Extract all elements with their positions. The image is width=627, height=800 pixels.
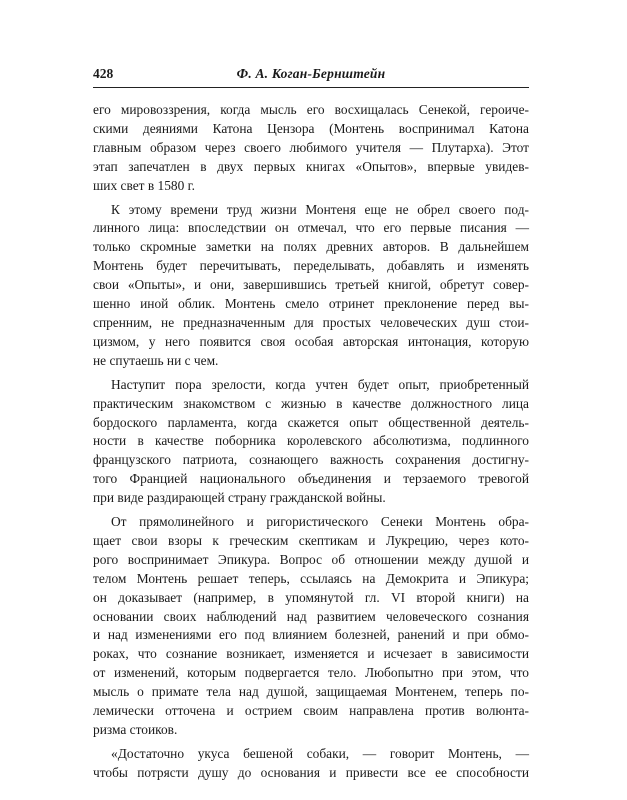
book-page (93, 66, 529, 783)
text-line: от изменений, которым подвергается тело. Любопытно при этом, что (93, 665, 529, 681)
text-line: ризма стоиков. (93, 722, 178, 737)
page-number: 428 (93, 66, 114, 81)
text-line: шенно иной облик. Монтень смело отринет преклонение перед вы- (93, 296, 529, 312)
text-line: Наступит пора зрелости, когда учтен будет опыт, приобретенный (111, 376, 529, 392)
text-line: От прямолинейного и ригористического Сенеки Монтень обра- (111, 514, 529, 530)
text-line: телом Монтень решает теперь, ссылаясь на Демокрита и Эпикура; (93, 570, 529, 586)
text-line: он доказывает (например, в упомянутой гл. VI второй книги) на (93, 589, 529, 605)
paragraph (93, 376, 529, 508)
text-line: линного лица: впоследствии он отмечал, что его первые писания — (93, 220, 529, 236)
text-line: чтобы потрясти душу до основания и привести все ее способности (93, 764, 529, 780)
text-line: лемически отточена и острием своим направлена против волюнта- (93, 703, 529, 719)
paragraph (93, 201, 529, 371)
text-line: Монтень будет перечитывать, переделывать, добавлять и изменять (93, 258, 529, 274)
text-line: и над изменениями его под влиянием болезней, ранений и при обмо- (93, 627, 529, 643)
text-line: при виде раздирающей страну гражданской войны. (93, 490, 386, 506)
text-line: роках, что сознание возникает, изменяется и исчезает в зависимости (93, 646, 529, 662)
text-line: ности в качестве поборника королевского абсолютизма, подлинного (93, 433, 529, 449)
text-line: свои «Опыты», и они, завершившись третьей книгой, обретут совер- (93, 277, 529, 293)
paragraph (93, 101, 529, 196)
text-line: ших свет в 1580 г. (93, 177, 195, 193)
text-line: главным образом через своего любимого учителя — Плутарха). Этот (93, 139, 529, 155)
running-head: Ф. А. Коган-Бернштейн (236, 66, 386, 81)
text-line: того Францией национального объединения и терзаемого тревогой (93, 471, 529, 487)
text-line: скими деяниями Катона Цензора (Монтень воспринимал Катона (93, 120, 529, 136)
text-line: рого воспринимает Эпикура. Вопрос об отношении между душой и (93, 551, 529, 567)
text-line: французского патриота, сознающего важность сохранения достигну- (93, 452, 529, 468)
text-line: практическим знакомством с жизнью в качестве должностного лица (93, 395, 529, 411)
paragraph (93, 513, 529, 740)
header-rule (93, 87, 529, 88)
text-line: только скромные заметки на полях древних авторов. В дальнейшем (93, 239, 529, 255)
body-text (93, 101, 529, 783)
text-line: основании своих наблюдений над развитием человеческого сознания (93, 608, 529, 624)
text-line: спренним, не предназначенным для простых человеческих душ стои- (93, 314, 529, 330)
text-line: этап запечатлен в двух первых книгах «Опытов», впервые увидев- (93, 158, 529, 174)
text-line: цизмом, у него появится своя особая авторская интонация, которую (93, 333, 529, 349)
page-header (93, 66, 529, 86)
text-line: мысль о примате тела над душой, защищаемая Монтенем, теперь по- (93, 684, 529, 700)
text-line: К этому времени труд жизни Монтеня еще не обрел своего под- (111, 201, 529, 217)
text-line: не спутаешь ни с чем. (93, 352, 219, 368)
paragraph (93, 745, 529, 783)
text-line: бордоского парламента, когда скажется опыт общественной деятель- (93, 414, 529, 430)
text-line: его мировоззрения, когда мысль его восхищалась Сенекой, героиче- (93, 102, 529, 117)
text-line: «Достаточно укуса бешеной собаки, — говорит Монтень, — (111, 745, 529, 761)
text-line: щает свои взоры к греческим скептикам и Лукрецию, через кото- (93, 532, 529, 548)
